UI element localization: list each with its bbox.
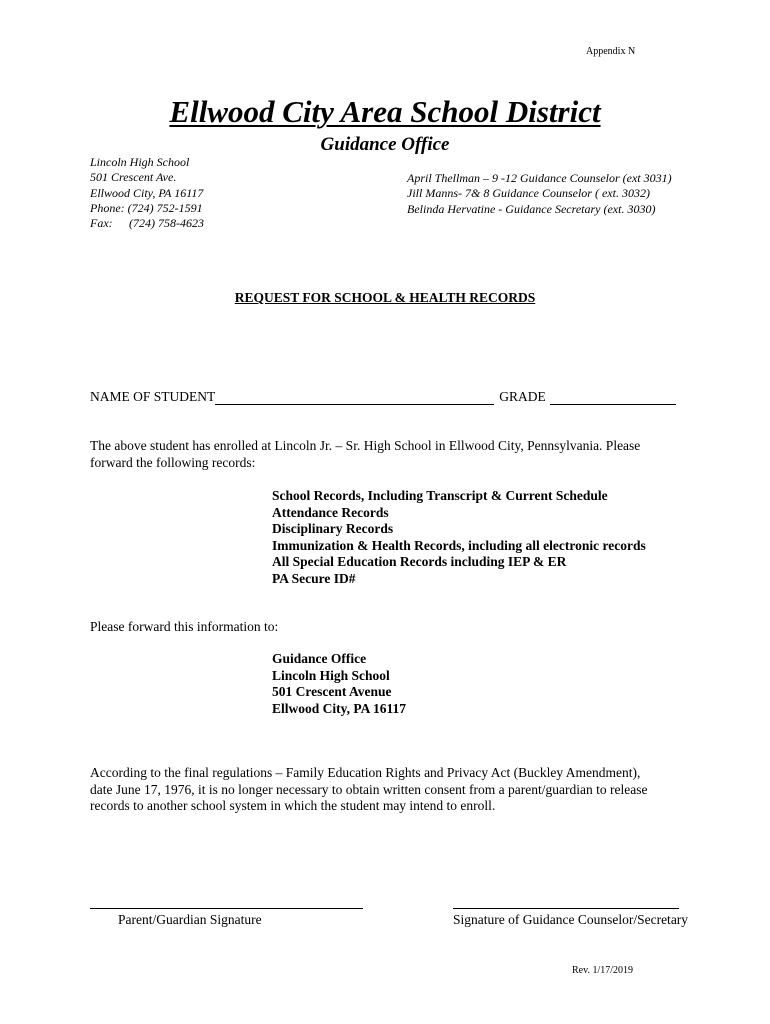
regulation-line: According to the final regulations – Family Education Rights and Privacy Act (Buckley Amendment), <box>90 765 641 780</box>
enrollment-line: The above student has enrolled at Lincoln Jr. – Sr. High School in Ellwood City, Pennsylvania. Please <box>90 438 641 453</box>
address-line: 501 Crescent Avenue <box>272 684 392 699</box>
enrollment-paragraph <box>90 438 640 471</box>
staff-contact-block <box>407 171 672 217</box>
counselor-signature-field[interactable] <box>453 908 679 909</box>
student-name-field[interactable] <box>215 391 494 405</box>
school-street: 501 Crescent Ave. <box>90 170 177 185</box>
forward-label: Please forward this information to: <box>90 619 279 634</box>
grade-label: GRADE <box>499 389 546 404</box>
records-item: Disciplinary Records <box>272 521 394 536</box>
staff-counselor-middle-school: Jill Manns- 7& 8 Guidance Counselor ( ext. 3032) <box>407 186 650 201</box>
request-heading: REQUEST FOR SCHOOL & HEALTH RECORDS <box>234 290 536 305</box>
student-info-row <box>90 389 676 405</box>
records-list <box>272 488 646 587</box>
regulation-line: date June 17, 1976, it is no longer necessary to obtain written consent from a parent/guardian to release <box>90 781 648 797</box>
address-line: Lincoln High School <box>272 667 390 683</box>
enrollment-line: forward the following records: <box>90 454 256 470</box>
records-item: PA Secure ID# <box>272 570 356 586</box>
fax-label: Fax: <box>90 216 113 231</box>
address-line: Guidance Office <box>272 651 367 666</box>
school-name: Lincoln High School <box>90 155 190 169</box>
fax-number: (724) 758-4623 <box>129 216 204 231</box>
regulation-line: records to another school system in which the student may intend to enroll. <box>90 798 496 813</box>
regulation-paragraph <box>90 765 647 815</box>
revision-date: Rev. 1/17/2019 <box>572 965 634 976</box>
grade-field[interactable] <box>550 391 676 405</box>
student-name-label: NAME OF STUDENT <box>90 389 216 404</box>
school-contact-block <box>90 155 204 231</box>
school-phone: Phone: (724) 752-1591 <box>90 200 203 215</box>
district-title: Ellwood City Area School District <box>169 94 601 129</box>
office-title: Guidance Office <box>320 134 450 155</box>
records-item: Immunization & Health Records, including all electronic records <box>272 537 646 553</box>
records-item: All Special Education Records including IEP & ER <box>272 554 567 569</box>
records-item: School Records, Including Transcript & Current Schedule <box>272 488 608 503</box>
address-line: Ellwood City, PA 16117 <box>272 700 407 716</box>
staff-counselor-high-school: April Thellman – 9 -12 Guidance Counselor (ext 3031) <box>407 171 672 185</box>
forward-address <box>272 651 406 717</box>
parent-signature-field[interactable] <box>90 908 363 909</box>
records-item: Attendance Records <box>272 504 389 520</box>
school-fax <box>90 216 204 231</box>
counselor-signature-label: Signature of Guidance Counselor/Secretary <box>453 912 689 927</box>
appendix-label: Appendix N <box>586 46 636 57</box>
parent-signature-label: Parent/Guardian Signature <box>118 912 262 927</box>
school-city: Ellwood City, PA 16117 <box>90 185 204 200</box>
staff-guidance-secretary: Belinda Hervatine - Guidance Secretary (ext. 3030) <box>407 201 656 216</box>
